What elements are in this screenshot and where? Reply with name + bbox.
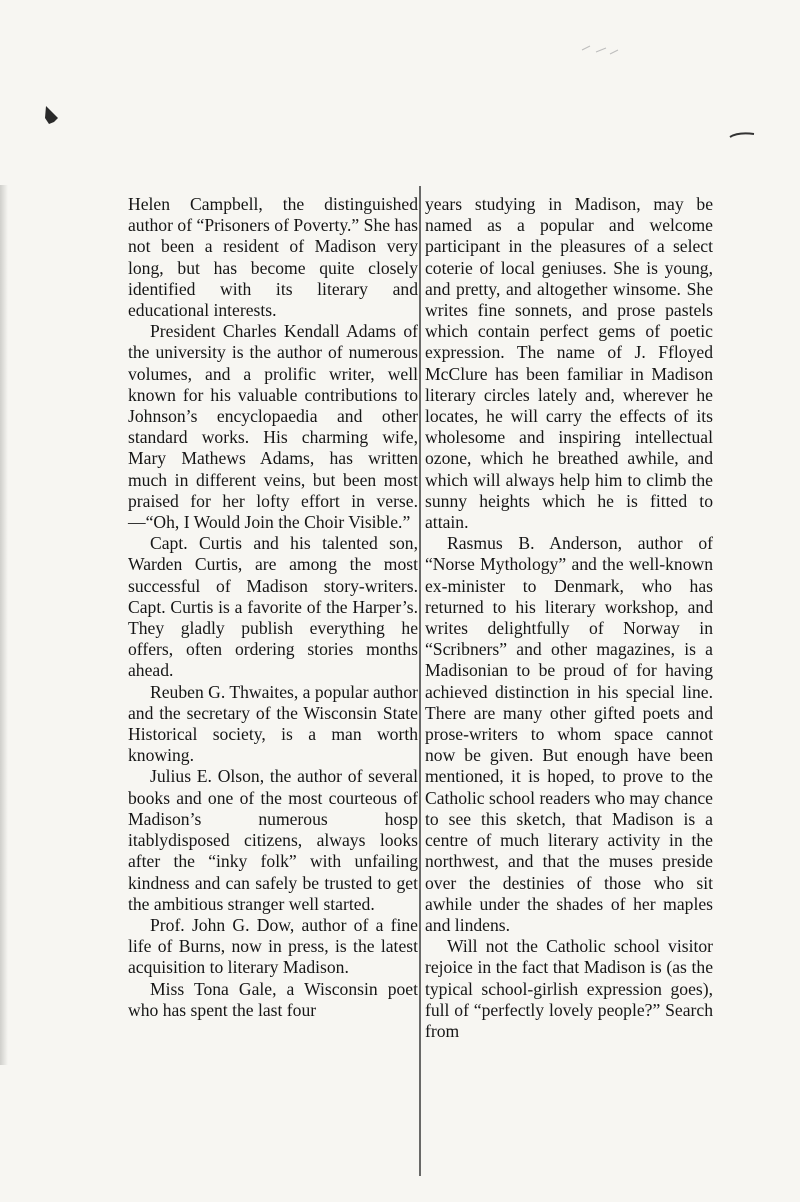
scan-edge-shadow [0, 185, 8, 1065]
paragraph-rasmus-anderson: Rasmus B. Anderson, author of “Norse Mythology” and the well-known ex-minister to Denmark, who has returned to his literary workshop, and writes delightfully of Norway in “Scribners” and other magazines, is a Madisonian to be proud of for having achieved distinction in his special line. There are many other gifted poets and prose-writers to whom space cannot now be given. But enough have been mentioned, it is hoped, to prove to the Catholic school readers who may chance to see this sketch, that Madison is a centre of much literary activity in the northwest, and that the muses preside over the destinies of those who sit awhile under the shades of her maples and lindens. [425, 533, 713, 935]
ink-blot-mark [42, 104, 60, 126]
column-divider [419, 186, 421, 1176]
ink-stroke-mark [728, 128, 756, 142]
paragraph-helen-campbell: Helen Campbell, the distinguished author of “Prisoners of Poverty.” She has not been a resident of Madison very long, but has become quite closely identified with its literary and educational interests. [128, 194, 418, 321]
paragraph-charles-kendall-adams: President Charles Kendall Adams of the university is the author of numerous volumes, and a prolific writer, well known for his valuable contributions to Johnson’s encyclopaedia and other standard works. His charming wife, Mary Mathews Adams, has written much in different veins, but been most praised for her lofty effort in verse.—“Oh, I Would Join the Choir Visible.” [128, 321, 418, 533]
paragraph-john-dow: Prof. John G. Dow, author of a fine life of Burns, now in press, is the latest acquisition to literary Madison. [128, 914, 418, 978]
paragraph-julius-olson: Julius E. Olson, the author of several books and one of the most courteous of Madison’s numerous hosp itablydisposed citizens, always looks after the “inky folk” with unfailing kindness and can safely be trusted to get the ambitious stranger well started. [128, 766, 418, 914]
paragraph-tona-gale-continued: years studying in Madison, may be named as a popular and welcome participant in the pleasures of a select coterie of local geniuses. She is young, and pretty, and altogether winsome. She writes fine sonnets, and prose pastels which contain perfect gems of poetic expression. The name of J. Ffloyed McClure has been familiar in Madison literary circles lately and, wherever he locates, he will carry the effects of its wholesome and inspiring intellectual ozone, which he breathed awhile, and which will always help him to climb the sunny heights which he is fitted to attain. [425, 194, 713, 533]
paragraph-reuben-thwaites: Reuben G. Thwaites, a popular author and the secretary of the Wisconsin State Historical society, is a man worth knowing. [128, 681, 418, 766]
left-column [128, 194, 418, 1021]
right-column [425, 194, 713, 1042]
paragraph-tona-gale: Miss Tona Gale, a Wisconsin poet who has spent the last four [128, 978, 418, 1020]
paragraph-catholic-school-visitor: Will not the Catholic school visitor rejoice in the fact that Madison is (as the typical school-girlish expression goes), full of “perfectly lovely people?” Search from [425, 936, 713, 1041]
faint-bleed-mark [580, 40, 620, 58]
paragraph-capt-curtis: Capt. Curtis and his talented son, Warden Curtis, are among the most successful of Madison story-writers. Capt. Curtis is a favorite of the Harper’s. They gladly publish everything he offers, often ordering stories months ahead. [128, 533, 418, 681]
